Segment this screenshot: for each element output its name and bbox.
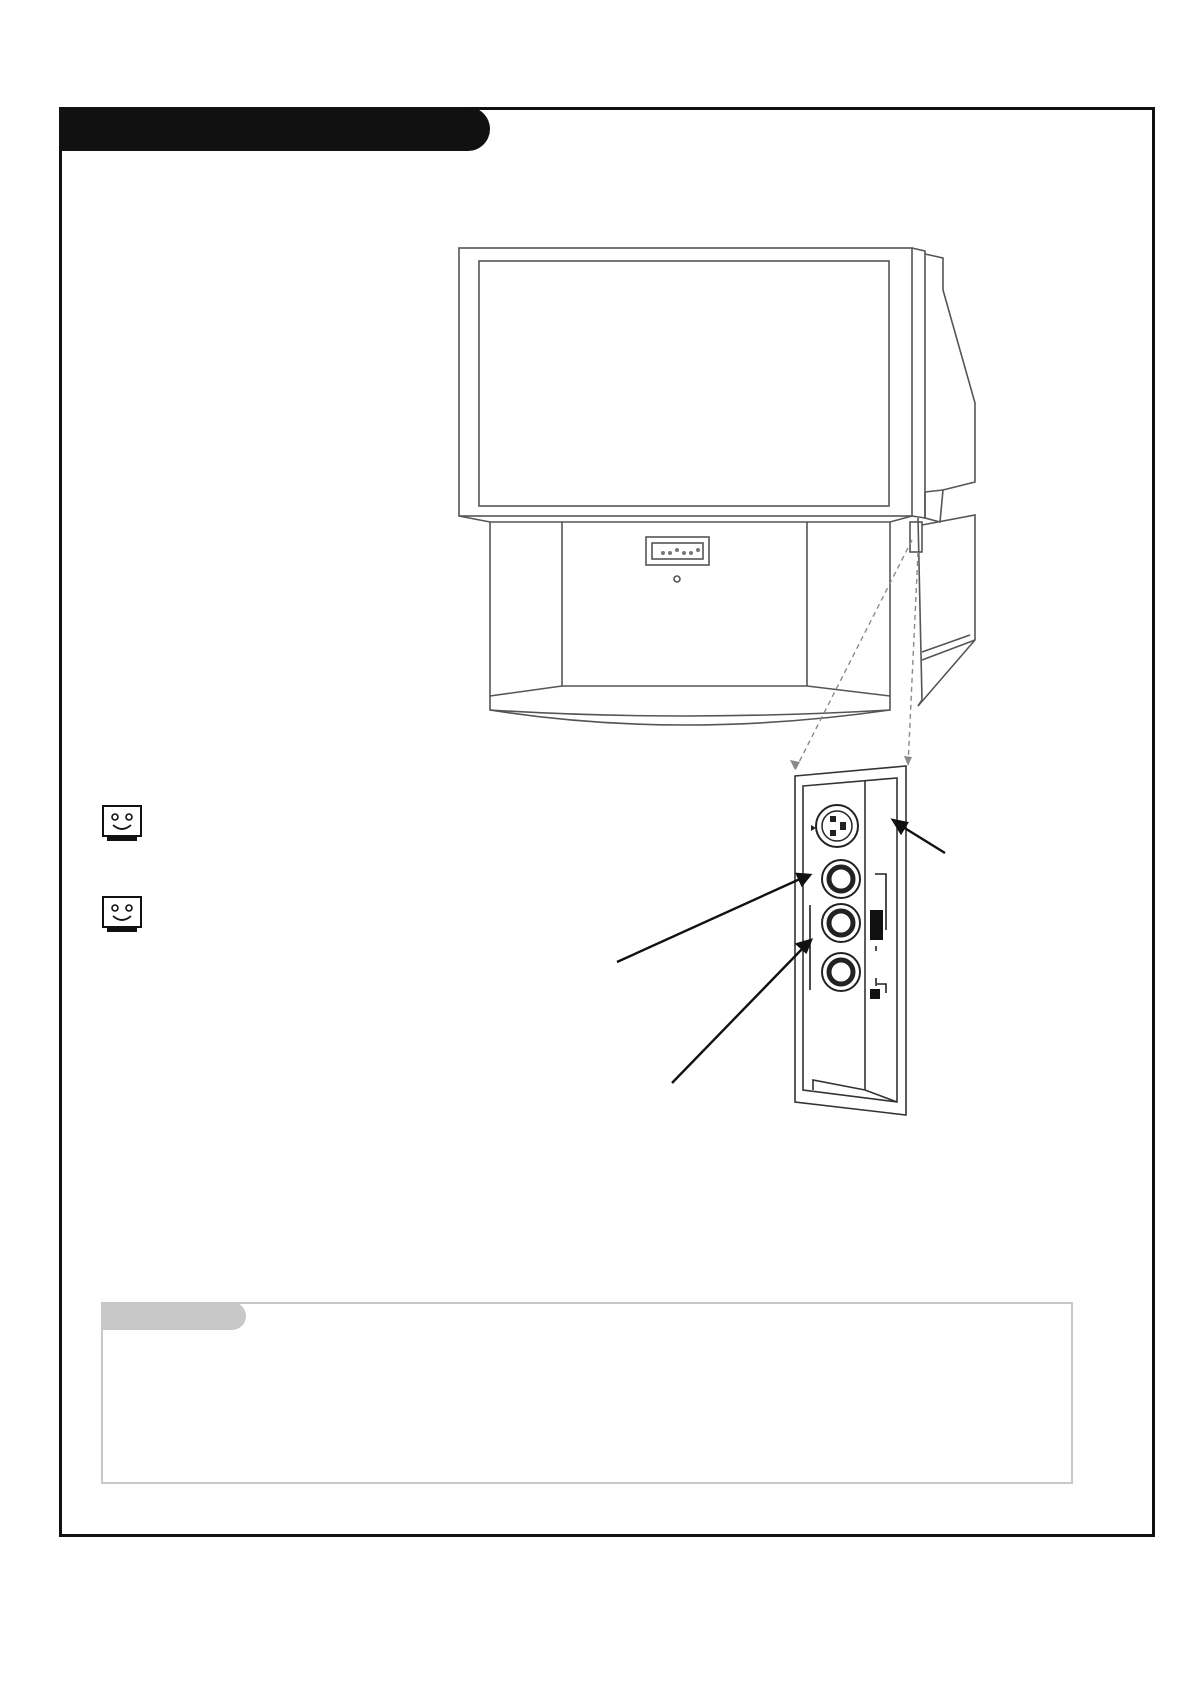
smiley-face-icon <box>101 804 145 844</box>
audio-left-jack <box>822 904 860 942</box>
tv-screen-frame <box>459 248 912 516</box>
audio-right-jack <box>822 953 860 991</box>
notes-box <box>101 1302 1073 1484</box>
notes-tab <box>101 1302 246 1330</box>
notes-label <box>101 1308 111 1324</box>
tv-screen <box>479 261 889 506</box>
s-video-jack <box>811 805 858 847</box>
video-jack <box>822 860 860 898</box>
smiley-face-icon <box>101 895 145 935</box>
